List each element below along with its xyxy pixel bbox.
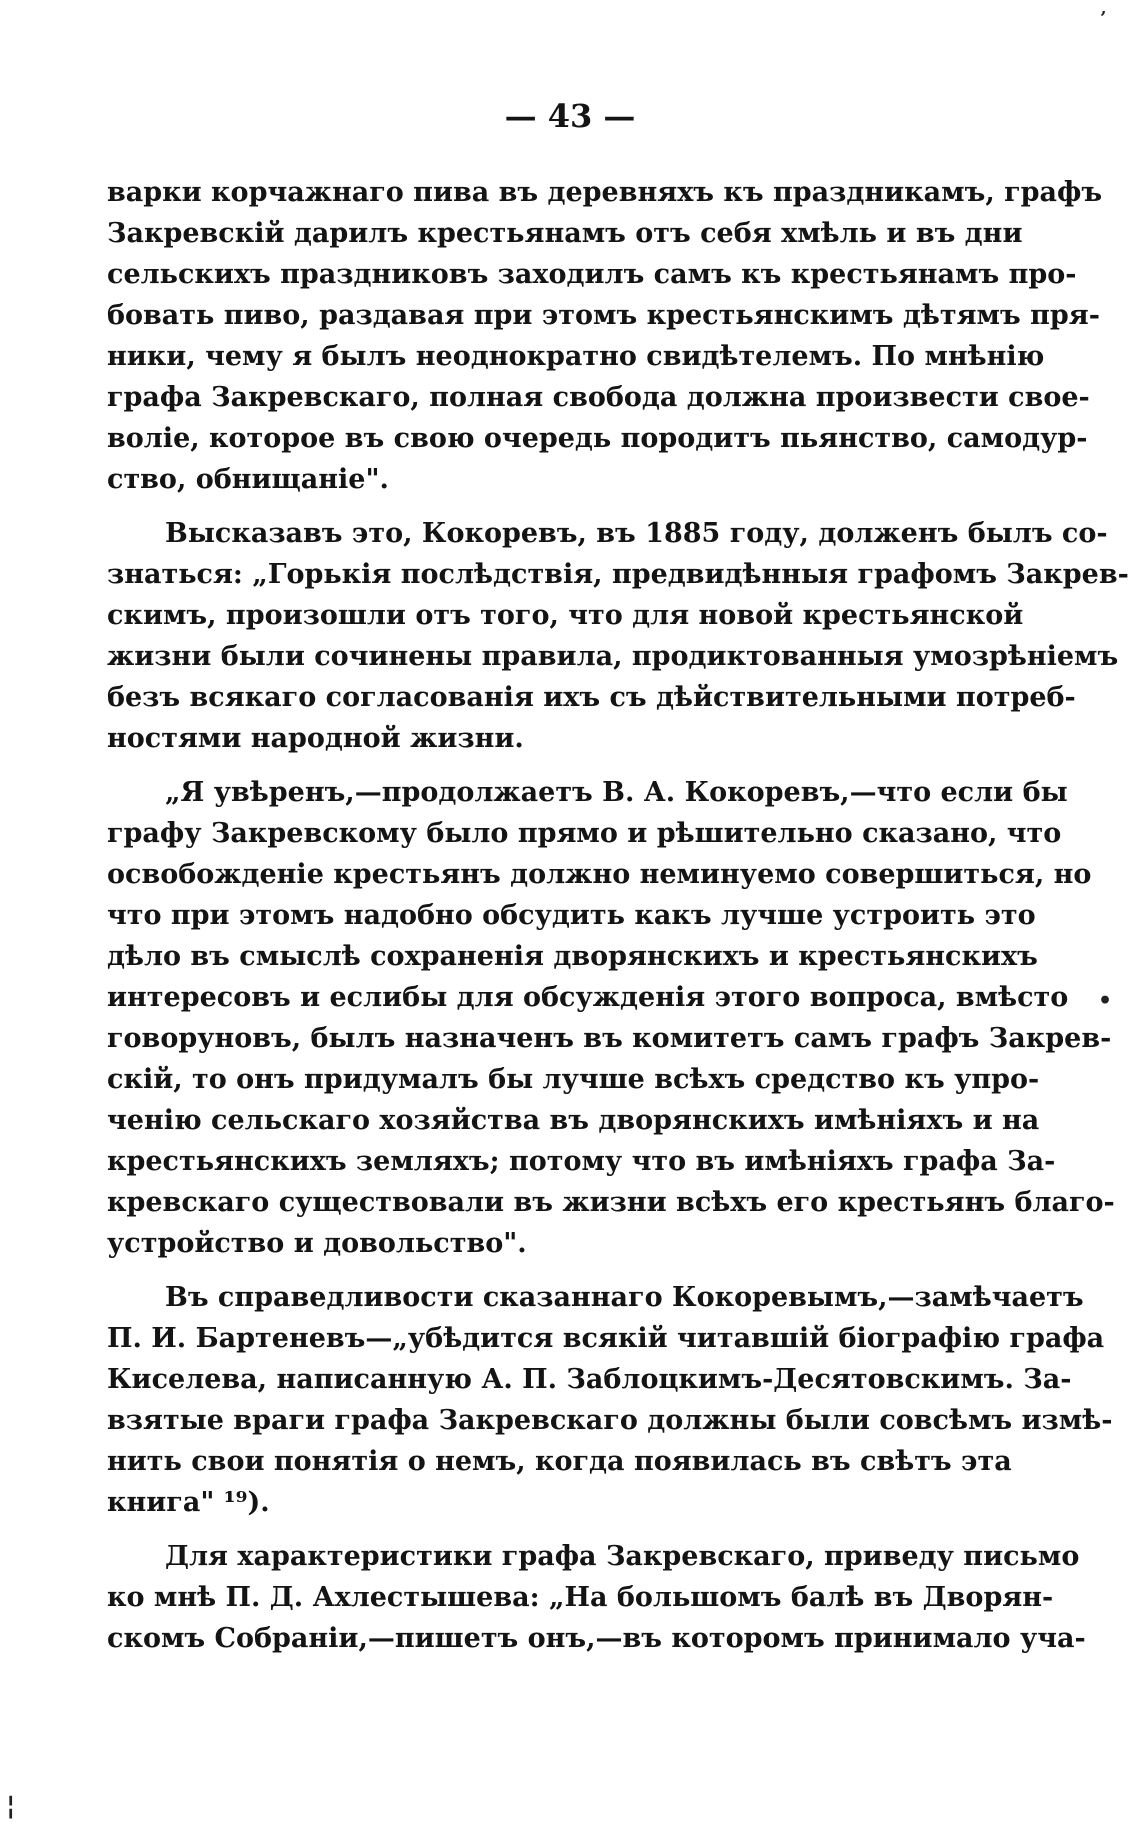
page-number: — 43 — <box>504 97 636 135</box>
text-line: ченію сельскаго хозяйства въ дворянскихъ имѣніяхъ и на <box>107 1105 1040 1136</box>
text-line: варки корчажнаго пива въ деревняхъ къ праздникамъ, графъ <box>107 177 1103 208</box>
text-line: сельскихъ праздниковъ заходилъ самъ къ крестьянамъ про- <box>107 259 1077 290</box>
text-line: книга" ¹⁹). <box>107 1487 270 1518</box>
paragraph <box>107 172 1103 500</box>
text-line: нить свои понятія о немъ, когда появилась въ свѣтъ эта <box>107 1446 1012 1477</box>
text-line: устройство и довольство". <box>107 1228 527 1259</box>
text-line: интересовъ и еслибы для обсужденія этого вопроса, вмѣсто <box>107 982 1069 1013</box>
text-line: ники, чему я былъ неоднократно свидѣтелемъ. По мнѣнію <box>107 341 1045 372</box>
text-line: скомъ Собраніи,—пишетъ онъ,—въ которомъ принимало уча- <box>107 1623 1086 1654</box>
text-line: взятые враги графа Закревскаго должны были совсѣмъ измѣ- <box>107 1405 1113 1436</box>
scan-mark-tick: ʼ <box>1099 8 1106 29</box>
text-line: ство, обнищаніе". <box>107 464 389 495</box>
body-text <box>107 172 1129 1659</box>
text-line: Для характеристики графа Закревскаго, приведу письмо <box>165 1541 1080 1572</box>
text-line: кревскаго существовали въ жизни всѣхъ его крестьянъ благо- <box>107 1187 1115 1218</box>
text-line: ко мнѣ П. Д. Ахлестышева: „На большомъ балѣ въ Дворян- <box>107 1582 1054 1613</box>
paragraph <box>107 1536 1086 1659</box>
text-line: Киселева, написанную А. П. Заблоцкимъ-Десятовскимъ. За- <box>107 1364 1072 1395</box>
text-line: ностями народной жизни. <box>107 723 524 754</box>
text-line: освобожденіе крестьянъ должно неминуемо совершиться, но <box>107 859 1092 890</box>
paragraph <box>107 1277 1113 1523</box>
text-line: говоруновъ, былъ назначенъ въ комитетъ самъ графъ Закрев- <box>107 1023 1112 1054</box>
text-line: скій, то онъ придумалъ бы лучше всѣхъ средство къ упро- <box>107 1064 1040 1095</box>
text-line: П. И. Бартеневъ—„убѣдится всякій читавшій біографію графа <box>107 1323 1105 1354</box>
paragraph <box>107 513 1129 759</box>
text-line: скимъ, произошли отъ того, что для новой крестьянской <box>107 600 1024 631</box>
scan-mark-left: ¦ <box>6 1791 16 1821</box>
text-line: бовать пиво, раздавая при этомъ крестьянскимъ дѣтямъ пря- <box>107 300 1100 331</box>
text-line: знаться: „Горькія послѣдствія, предвидѣнныя графомъ Закрев- <box>107 559 1129 590</box>
scan-mark-dot: • <box>1097 988 1112 1014</box>
text-line: что при этомъ надобно обсудить какъ лучше устроить это <box>107 900 1036 931</box>
text-line: крестьянскихъ земляхъ; потому что въ имѣніяхъ графа За- <box>107 1146 1056 1177</box>
text-line: Закревскій дарилъ крестьянамъ отъ себя хмѣль и въ дни <box>107 218 1023 249</box>
text-line: дѣло въ смыслѣ сохраненія дворянскихъ и крестьянскихъ <box>107 941 1038 972</box>
text-line: „Я увѣренъ,—продолжаетъ В. А. Кокоревъ,—что если бы <box>165 777 1068 808</box>
text-line: графу Закревскому было прямо и рѣшительно сказано, что <box>107 818 1062 849</box>
paragraph <box>107 772 1115 1264</box>
text-line: воліе, которое въ свою очередь породитъ пьянство, самодур- <box>107 423 1088 454</box>
text-line: жизни были сочинены правила, продиктованныя умозрѣніемъ <box>107 641 1119 672</box>
text-line: Высказавъ это, Кокоревъ, въ 1885 году, долженъ былъ со- <box>165 518 1108 549</box>
text-line: безъ всякаго согласованія ихъ съ дѣйствительными потреб- <box>107 682 1076 713</box>
text-line: графа Закревскаго, полная свобода должна произвести свое- <box>107 382 1090 413</box>
text-line: Въ справедливости сказаннаго Кокоревымъ,—замѣчаетъ <box>165 1282 1084 1313</box>
